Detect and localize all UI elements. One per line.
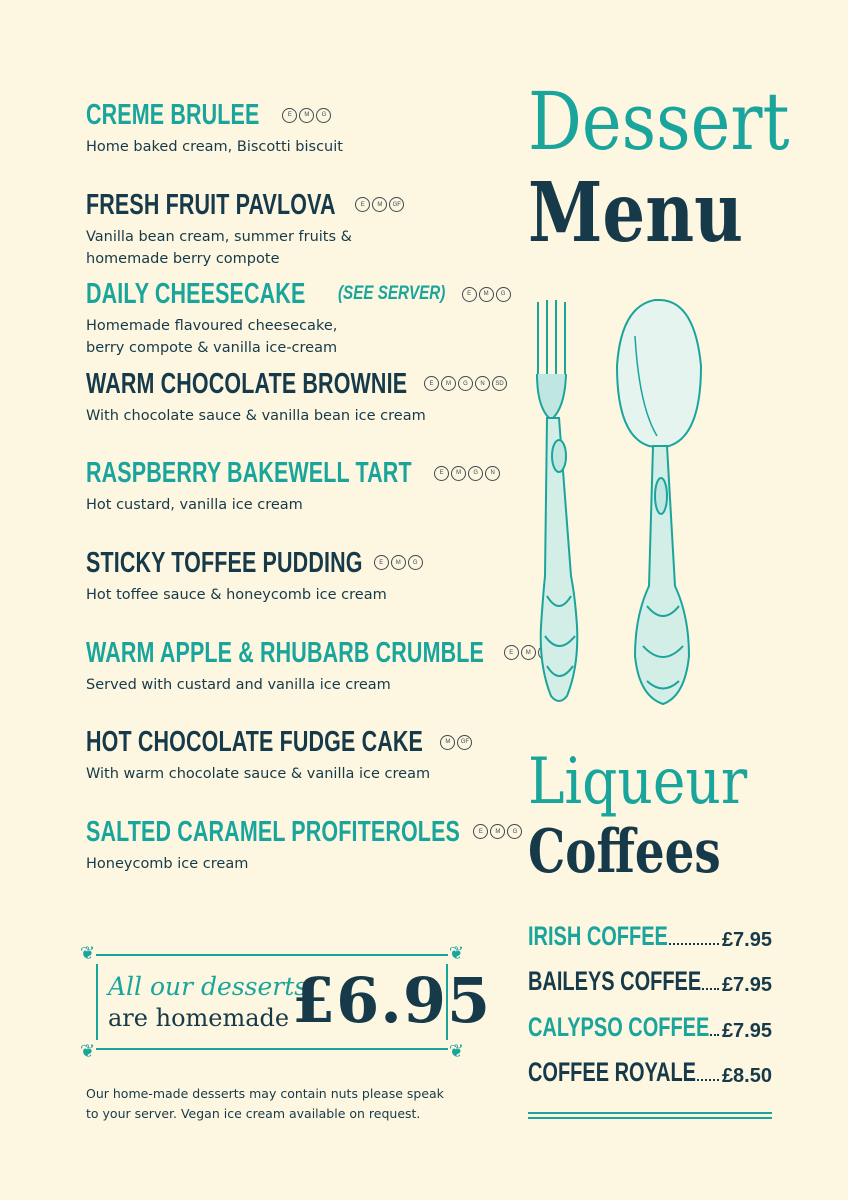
dietary-badges [282,108,331,123]
homemade-price-box [80,943,492,1061]
badge-m: M [521,645,536,660]
dessert-item [86,96,516,186]
coffee-price: £8.50 [721,1065,772,1087]
frame-top [96,954,448,956]
title-liqueur: Liqueur [528,745,748,819]
badge-e: E [462,287,477,302]
badge-e: E [424,376,439,391]
badge-sd: SD [492,376,507,391]
dessert-title: CREME BRULEE [86,99,260,131]
coffee-name: BAILEYS COFFEE [528,966,702,996]
dessert-title: FRESH FRUIT PAVLOVA [86,188,336,221]
badge-m: M [441,376,456,391]
dietary-badges [355,197,404,212]
dessert-description: Homemade flavoured cheesecake, [86,318,338,335]
dietary-badges [434,466,500,481]
footnote-line-2: to your server. Vegan ice cream available on request. [86,1106,421,1121]
dessert-description: With chocolate sauce & vanilla bean ice cream [86,407,426,424]
coffee-name: COFFEE ROYALE [528,1057,697,1087]
badge-m: M [451,466,466,481]
dietary-badges [473,824,522,839]
dessert-title: DAILY CHEESECAKE [86,278,306,311]
dessert-item [86,454,516,544]
dessert-description: Vanilla bean cream, summer fruits & [86,228,352,245]
dessert-title: RASPBERRY BAKEWELL TART [86,457,412,490]
coffee-item [528,1043,772,1089]
dietary-badges [462,287,511,302]
badge-e: E [473,824,488,839]
badge-m: M [440,735,455,750]
footnote-line-1: Our home-made desserts may contain nuts please speak [86,1086,444,1101]
coffee-name: IRISH COFFEE [528,920,668,951]
cutlery-illustration [525,296,725,716]
badge-g: G [458,376,473,391]
dessert-item [86,365,516,455]
dessert-item [86,634,531,724]
badge-n: N [485,466,500,481]
divider-rule [528,1112,772,1114]
dessert-description: Home baked cream, Biscotti biscuit [86,139,343,155]
dessert-description: Served with custard and vanilla ice cream [86,676,391,693]
dessert-item [86,723,516,813]
badge-g: G [507,824,522,839]
dessert-item [86,275,516,365]
badge-m: M [479,287,494,302]
leader-dots [669,943,719,945]
frame-left [96,964,98,1040]
coffee-name: CALYPSO COFFEE [528,1011,710,1042]
dietary-badges [440,735,472,750]
coffee-price: £7.95 [721,974,772,996]
coffee-list [528,906,772,1088]
see-server-note: (SEE SERVER) [337,283,445,305]
dessert-title: HOT CHOCOLATE FUDGE CAKE [86,726,423,759]
badge-g: G [408,555,423,570]
badge-gf: GF [457,735,472,750]
badge-m: M [391,555,406,570]
ornament-icon: ❦ [448,943,464,963]
dessert-description: Honeycomb ice cream [86,855,249,872]
ornament-icon: ❦ [80,943,96,963]
fork-icon [537,300,577,701]
divider-rule [528,1117,772,1119]
dessert-description: With warm chocolate sauce & vanilla ice cream [86,766,431,783]
badge-e: E [374,555,389,570]
dessert-title: WARM CHOCOLATE BROWNIE [86,367,408,400]
badge-g: G [316,108,331,123]
homemade-line-2: are homemade [108,1004,290,1032]
badge-n: N [475,376,490,391]
ornament-icon: ❦ [80,1041,96,1061]
dietary-badges [424,376,507,391]
badge-m: M [372,197,387,212]
allergy-footnote [86,1084,466,1124]
dessert-item [86,186,516,276]
title-dessert: Dessert [528,75,790,168]
dessert-list [86,96,531,902]
dessert-item [86,813,516,903]
badge-e: E [504,645,519,660]
coffee-item [528,952,772,998]
dessert-title: STICKY TOFFEE PUDDING [86,546,363,579]
dessert-price: £6.95 [292,964,492,1037]
coffee-item [528,906,772,952]
badge-e: E [434,466,449,481]
dessert-description: Hot custard, vanilla ice cream [86,497,303,514]
dessert-title: WARM APPLE & RHUBARB CRUMBLE [86,636,484,669]
dessert-item [86,544,516,634]
title-menu: Menu [528,165,743,261]
ornament-icon: ❦ [448,1041,464,1061]
dessert-description: Hot toffee sauce & honeycomb ice cream [86,586,387,603]
dietary-badges [374,555,423,570]
badge-e: E [282,108,297,123]
badge-m: M [299,108,314,123]
title-coffees: Coffees [528,817,721,887]
coffee-item [528,997,772,1043]
badge-e: E [355,197,370,212]
dessert-title: SALTED CARAMEL PROFITEROLES [86,815,461,848]
homemade-line-1: All our desserts [108,972,308,1001]
badge-g: G [468,466,483,481]
badge-gf: GF [389,197,404,212]
badge-g: G [496,287,511,302]
coffee-price: £7.95 [721,928,772,951]
dessert-description-2: berry compote & vanilla ice-cream [86,340,338,357]
dessert-description-2: homemade berry compote [86,250,280,267]
spoon-icon [617,300,701,704]
frame-bottom [96,1048,448,1050]
badge-m: M [490,824,505,839]
coffee-price: £7.95 [721,1019,772,1042]
